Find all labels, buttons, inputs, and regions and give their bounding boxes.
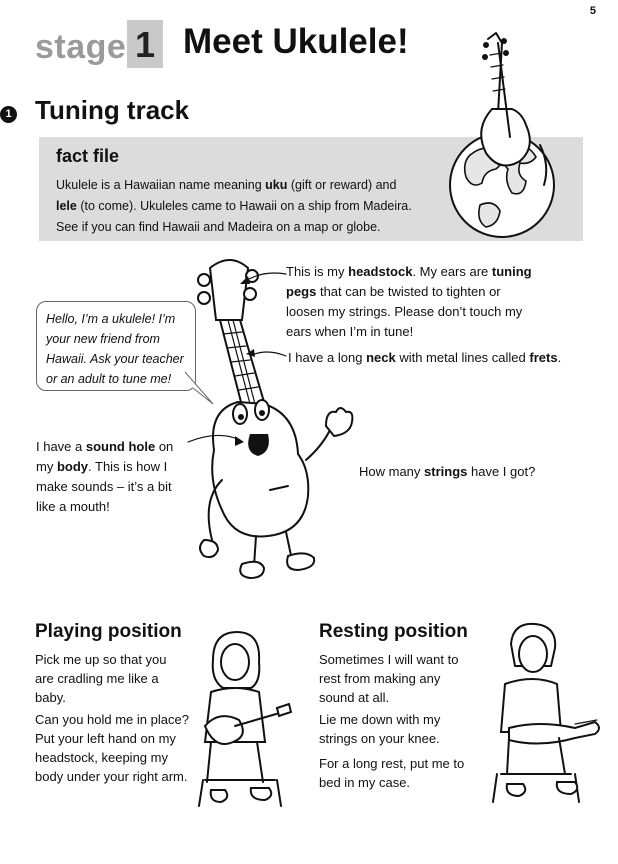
playing-position-illustration <box>185 630 295 810</box>
neck-caption-c: with metal lines called <box>395 350 530 365</box>
sound-hole-caption <box>36 437 186 517</box>
sound-hole-pointer-arrow <box>186 432 246 452</box>
headstock-caption-c: . My ears are <box>412 264 492 279</box>
strings-question <box>359 462 579 482</box>
fact-line3: See if you can find Hawaii and Madeira on a map or globe. <box>56 220 381 234</box>
resting-position-text-1: Sometimes I will want to rest from making any sound at all. <box>319 652 459 705</box>
neck-pointer-arrow <box>246 346 288 362</box>
headstock-caption-a: This is my <box>286 264 349 279</box>
frets-term: frets <box>529 350 558 365</box>
speech-bubble-text: Hello, I’m a ukulele! I’m your new friend from Hawaii. Ask your teacher or an adult to tune me! <box>46 312 184 386</box>
neck-caption-a: I have a long <box>288 350 367 365</box>
body-term: body <box>56 459 89 474</box>
globe-ukulele-illustration <box>440 25 580 245</box>
neck-caption-e: . <box>557 350 562 365</box>
stage-number: 1 <box>135 24 156 65</box>
fact-file-text <box>56 175 426 238</box>
resting-position-text-2: Lie me down with my strings on your knee. <box>319 712 441 746</box>
fact-line1-c: (gift or reward) and <box>287 178 397 192</box>
resting-position-title: Resting position <box>319 621 468 642</box>
fact-line2-b: (to come). Ukuleles came to Hawaii on a ship from Madeira. <box>76 199 412 213</box>
body-caption-a: I have a <box>36 439 86 454</box>
headstock-pointer-arrow <box>240 270 288 290</box>
fact-lele: lele <box>56 199 77 213</box>
tuning-pegs-term: tuning pegs <box>286 264 532 299</box>
page-number: 5 <box>589 5 596 17</box>
headstock-caption-e: that can be twisted to tighten or loosen my strings. Please don’t touch my ears when I’m in tune! <box>286 284 523 339</box>
headstock-caption <box>286 262 541 342</box>
body-caption-c: on my <box>36 439 174 474</box>
fact-line1-a: Ukulele is a Hawaiian name meaning <box>56 178 266 192</box>
body-caption-e: . This is how I make sounds – it’s a bit like a mouth! <box>36 459 172 514</box>
section-title: Tuning track <box>35 95 190 125</box>
strings-question-c: have I got? <box>467 464 536 479</box>
strings-question-a: How many <box>359 464 425 479</box>
neck-caption <box>288 348 598 368</box>
strings-term: strings <box>424 464 468 479</box>
headstock-term: headstock <box>348 264 413 279</box>
page-title: Meet Ukulele! <box>183 22 409 61</box>
playing-position-text-1: Pick me up so that you are cradling me like a baby. <box>35 652 167 705</box>
fact-uku: uku <box>265 178 288 192</box>
fact-file-title: fact file <box>56 146 120 166</box>
section-number-badge: 1 <box>0 106 17 123</box>
resting-position-text-3: For a long rest, put me to bed in my case. <box>319 756 465 790</box>
sound-hole-term: sound hole <box>85 439 156 454</box>
stage-label: stage <box>35 28 127 66</box>
playing-position-title: Playing position <box>35 621 182 642</box>
resting-position-illustration <box>485 620 610 805</box>
neck-term: neck <box>366 350 396 365</box>
playing-position-text-2: Can you hold me in place? Put your left hand on my headstock, keeping my body under your right arm. <box>35 712 189 784</box>
